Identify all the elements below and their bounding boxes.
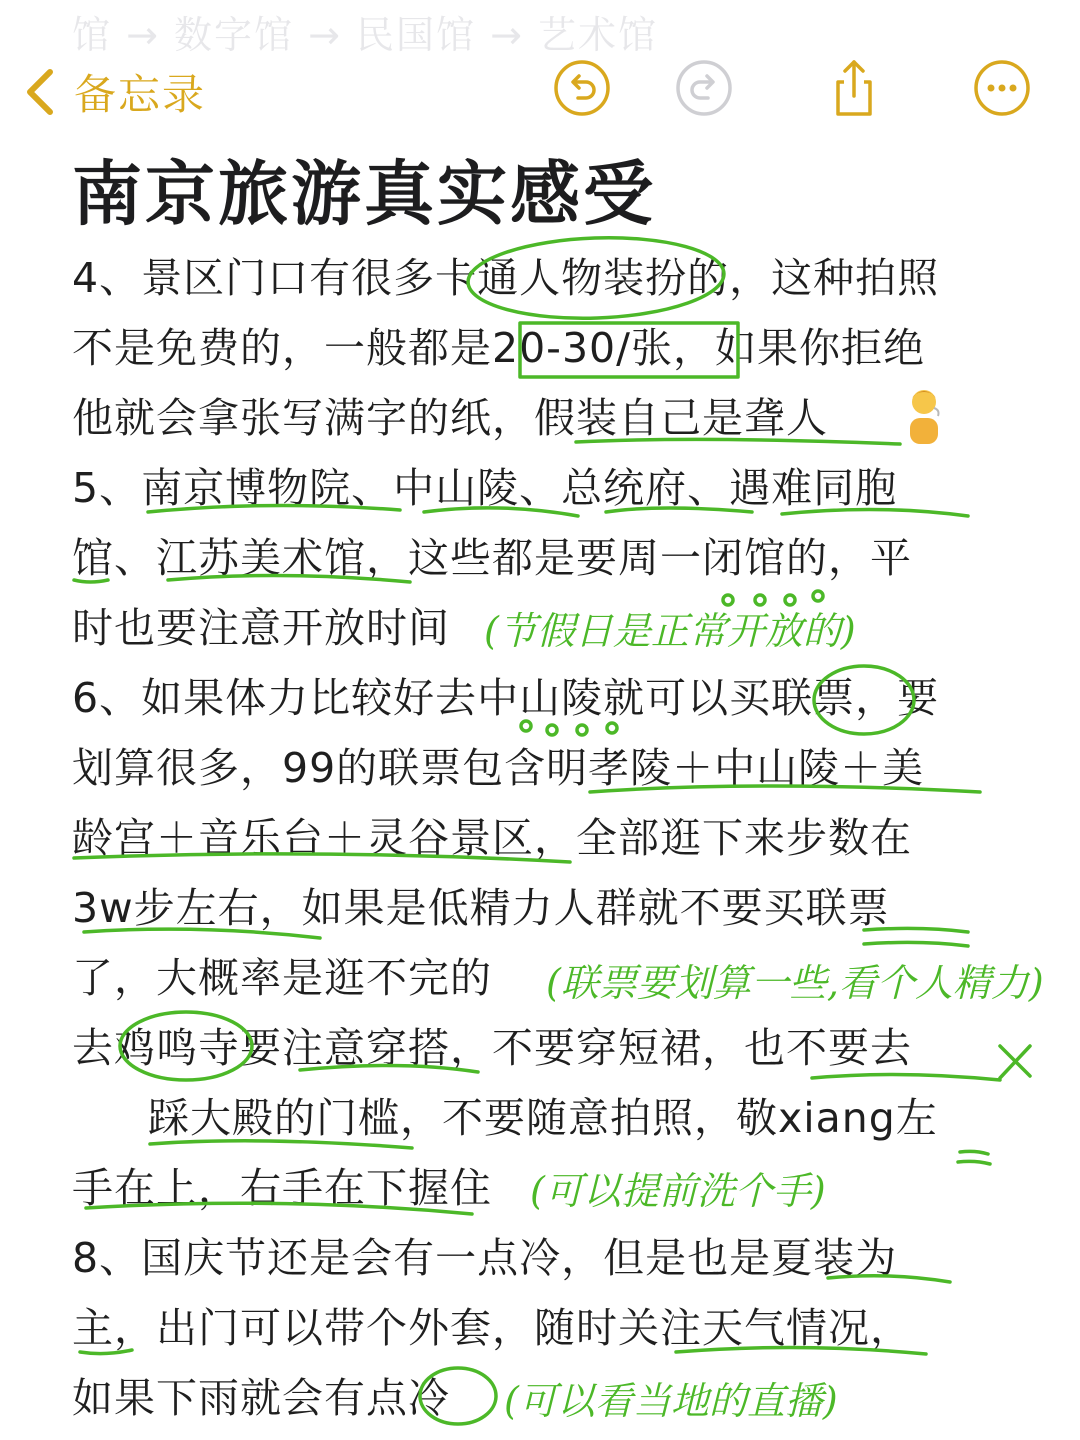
note-line: 踩大殿的门槛，不要随意拍照，敬xiang左 <box>148 1094 938 1142</box>
deaf-person-emoji-icon <box>902 384 946 444</box>
note-line: 馆、江苏美术馆，这些都是要周一闭馆的，平 <box>72 534 912 582</box>
handwritten-note: (联票要划算一些,看个人精力) <box>546 961 1044 1005</box>
note-line: 6、如果体力比较好去中山陵就可以买联票，要 <box>72 674 940 722</box>
note-line: 划算很多，99的联票包含明孝陵＋中山陵＋美 <box>72 744 925 792</box>
note-line: 时也要注意开放时间 <box>72 604 450 652</box>
note-line: 8、国庆节还是会有一点冷，但是也是夏装为 <box>72 1234 898 1282</box>
share-button[interactable] <box>824 58 884 118</box>
note-line: 手在上，右手在下握住 <box>72 1164 492 1212</box>
undo-button[interactable] <box>552 58 612 118</box>
note-line: 他就会拿张写满字的纸，假装自己是聋人 <box>72 394 828 442</box>
note-line: 了，大概率是逛不完的 <box>72 954 492 1002</box>
handwritten-note: (可以提前洗个手) <box>530 1169 826 1213</box>
nav-bar <box>0 52 1080 128</box>
underline-mark <box>958 1161 990 1164</box>
share-icon <box>824 58 884 118</box>
note-line: 不是免费的，一般都是20-30/张，如果你拒绝 <box>72 324 925 372</box>
note-line: 如果下雨就会有点冷 <box>72 1374 450 1422</box>
cross-mark <box>1000 1046 1030 1078</box>
note-line: 去鸡鸣寺要注意穿搭，不要穿短裙，也不要去 <box>72 1024 912 1072</box>
more-icon <box>972 58 1032 118</box>
back-button[interactable] <box>18 62 206 122</box>
note-title: 南京旅游真实感受 <box>72 153 656 235</box>
redo-icon <box>674 58 734 118</box>
undo-icon <box>552 58 612 118</box>
note-line: 主，出门可以带个外套，随时关注天气情况， <box>72 1304 912 1352</box>
faded-previous-line: 馆 → 数字馆 → 民国馆 → 艺术馆 <box>72 13 658 57</box>
note-line: 龄宫＋音乐台＋灵谷景区，全部逛下来步数在 <box>72 814 912 862</box>
note-line: 3w步左右，如果是低精力人群就不要买联票 <box>72 884 890 932</box>
redo-button[interactable] <box>674 58 734 118</box>
handwritten-note: (可以看当地的直播) <box>504 1379 838 1423</box>
handwritten-note: (节假日是正常开放的) <box>484 609 856 653</box>
note-line: 4、景区门口有很多卡通人物装扮的，这种拍照 <box>72 254 940 302</box>
more-button[interactable] <box>972 58 1032 118</box>
note-line: 5、南京博物院、中山陵、总统府、遇难同胞 <box>72 464 898 512</box>
chevron-left-icon <box>18 66 62 118</box>
back-label: 备忘录 <box>74 70 207 119</box>
underline-mark <box>960 1151 988 1154</box>
